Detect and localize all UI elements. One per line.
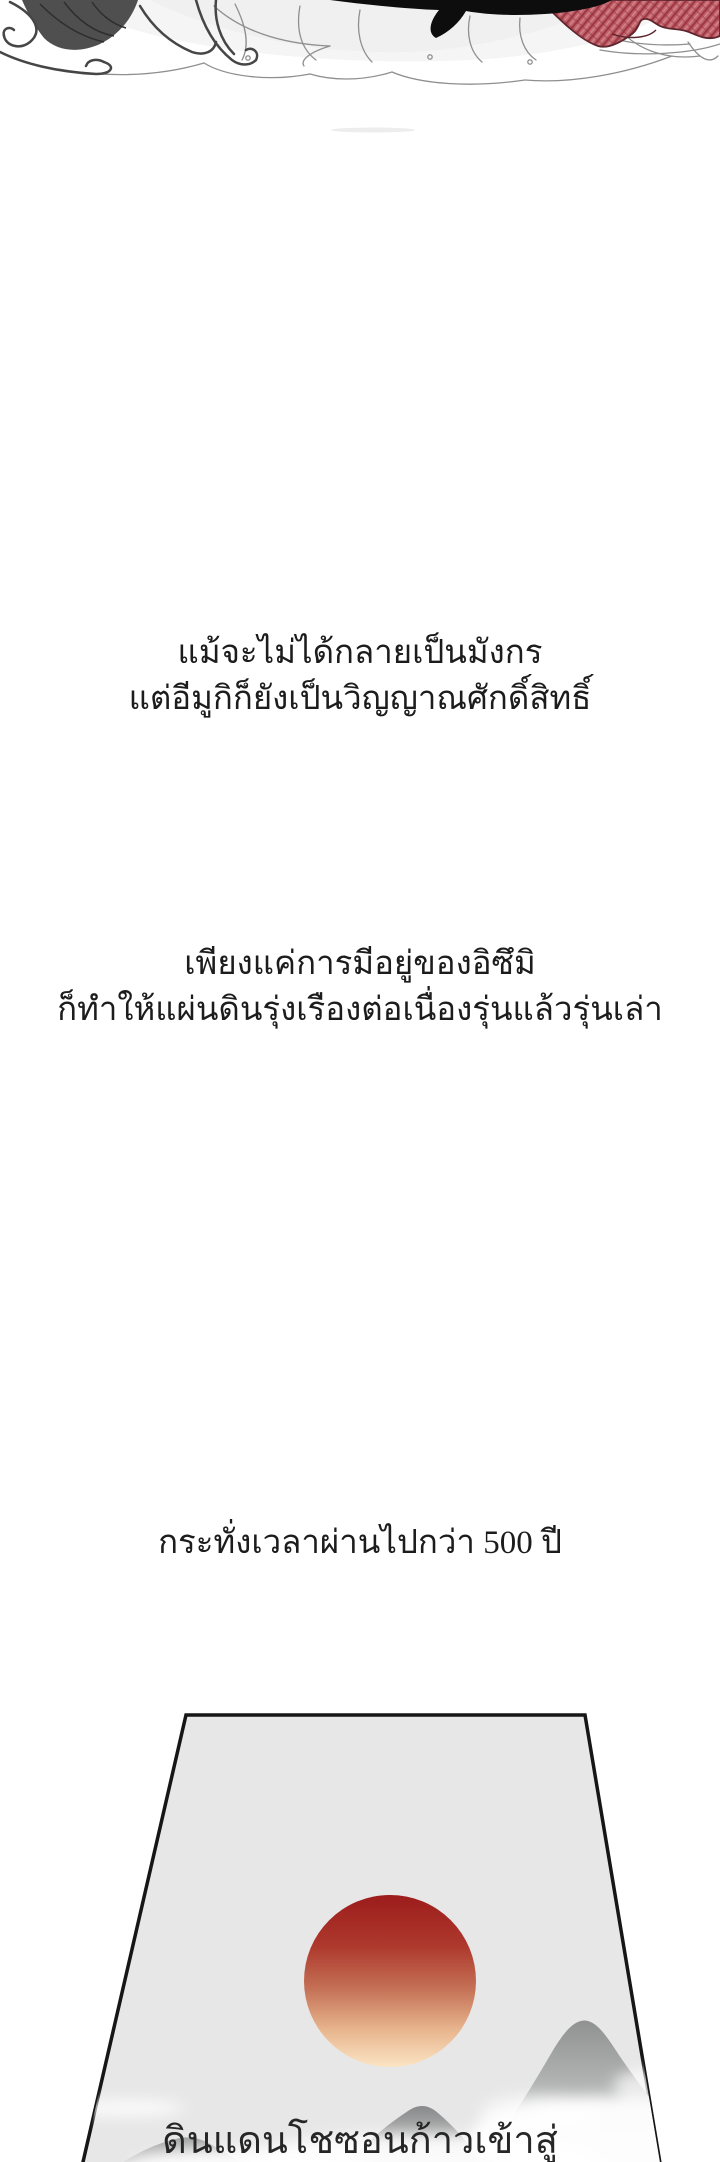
narration-line: แต่อีมูกิก็ยังเป็นวิญญาณศักดิ์สิทธิ์ — [128, 681, 592, 717]
narration-block-4 — [0, 2116, 720, 2162]
hair-clump — [22, 0, 138, 50]
fold-line — [310, 72, 392, 79]
hair-strand — [4, 28, 14, 36]
narration-line: กระทั่งเวลาผ่านไปกว่า 500 ปี — [158, 1525, 562, 1561]
mist-cloud — [613, 2069, 697, 2101]
narration-block-3 — [0, 1520, 720, 1566]
mist-streak — [65, 2100, 185, 2116]
fold-line — [204, 63, 310, 78]
fold-curl — [528, 60, 532, 64]
narration-block-2 — [0, 941, 720, 1033]
narration-line: ก็ทำให้แผ่นดินรุ่งเรืองต่อเนื่องรุ่นแล้วรุ่นเล่า — [57, 992, 663, 1028]
scene-panel — [0, 1700, 720, 2162]
fold-line — [392, 72, 525, 84]
narration-line: ดินแดนโชซอนก้าวเข้าสู่ — [162, 2120, 558, 2162]
hero-illustration — [0, 0, 720, 150]
narration-block-1 — [0, 630, 720, 722]
fold-line — [525, 56, 672, 81]
sun — [304, 1895, 476, 2067]
faint-ink-smudge — [331, 128, 415, 133]
narration-line: แม้จะไม่ได้กลายเป็นมังกร — [177, 635, 543, 671]
hair-strand — [86, 60, 104, 66]
hair-strand — [0, 52, 111, 74]
fold-curl — [246, 56, 250, 60]
narration-line: เพียงแค่การมีอยู่ของอิซึมิ — [184, 946, 536, 982]
